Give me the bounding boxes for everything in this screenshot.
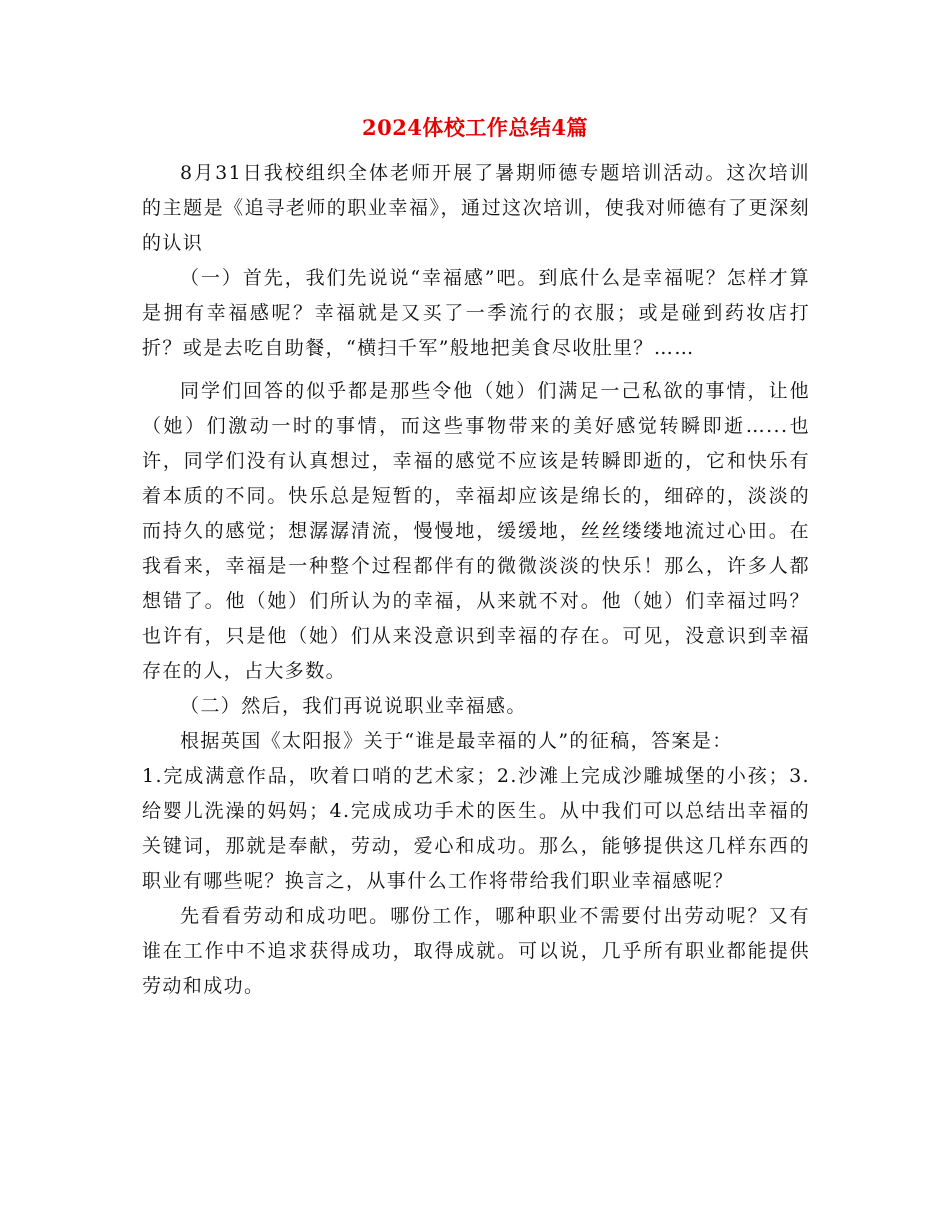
paragraph-labor-success: 先看看劳动和成功吧。哪份工作，哪种职业不需要付出劳动呢？又有谁在工作中不追求获得成功，取得成就。可以说，几乎所有职业都能提供劳动和成功。 bbox=[142, 905, 810, 997]
paragraph-section-two: （二）然后，我们再说说职业幸福感。 bbox=[180, 695, 527, 717]
paragraph-sun-newspaper: 根据英国《太阳报》关于“谁是最幸福的人”的征稿，答案是： bbox=[180, 730, 733, 752]
paragraph-intro: 8月31日我校组织全体老师开展了暑期师德专题培训活动。这次培训的主题是《追寻老师的职业幸福》，通过这次培训，使我对师德有了更深刻的认识 bbox=[142, 162, 810, 254]
paragraph-section-one: （一）首先，我们先说说“幸福感”吧。到底什么是幸福呢？怎样才算是拥有幸福感呢？幸福就是又买了一季流行的衣服；或是碰到药妆店打折？或是去吃自助餐，“横扫千军”般地把美食尽收肚里？…… bbox=[142, 267, 810, 359]
document-body bbox=[142, 156, 810, 1004]
paragraph-students-answer: 同学们回答的似乎都是那些令他（她）们满足一己私欲的事情，让他（她）们激动一时的事情，而这些事物带来的美好感觉转瞬即逝…...也许，同学们没有认真想过，幸福的感觉不应该是转瞬即逝的，它和快乐有着本质的不同。快乐总是短暂的，幸福却应该是绵长的，细碎的，淡淡的而持久的感觉；想潺潺清流，慢慢地，缓缓地，丝丝缕缕地流过心田。在我看来，幸福是一种整个过程都伴有的微微淡淡的快乐！那么，许多人都想错了。他（她）们所认为的幸福，从来就不对。他（她）们幸福过吗？也许有，只是他（她）们从来没意识到幸福的存在。可见，没意识到幸福存在的人，占大多数。 bbox=[142, 380, 810, 682]
document-title: 2024体校工作总结4篇 bbox=[361, 115, 589, 140]
paragraph-happiest-list: 1.完成满意作品，吹着口哨的艺术家；2.沙滩上完成沙雕城堡的小孩；3.给婴儿洗澡的妈妈；4.完成成功手术的医生。从中我们可以总结出幸福的关键词，那就是奉献，劳动，爱心和成功。那么，能够提供这几样东西的职业有哪些呢？换言之，从事什么工作将带给我们职业幸福感呢？ bbox=[142, 765, 810, 892]
